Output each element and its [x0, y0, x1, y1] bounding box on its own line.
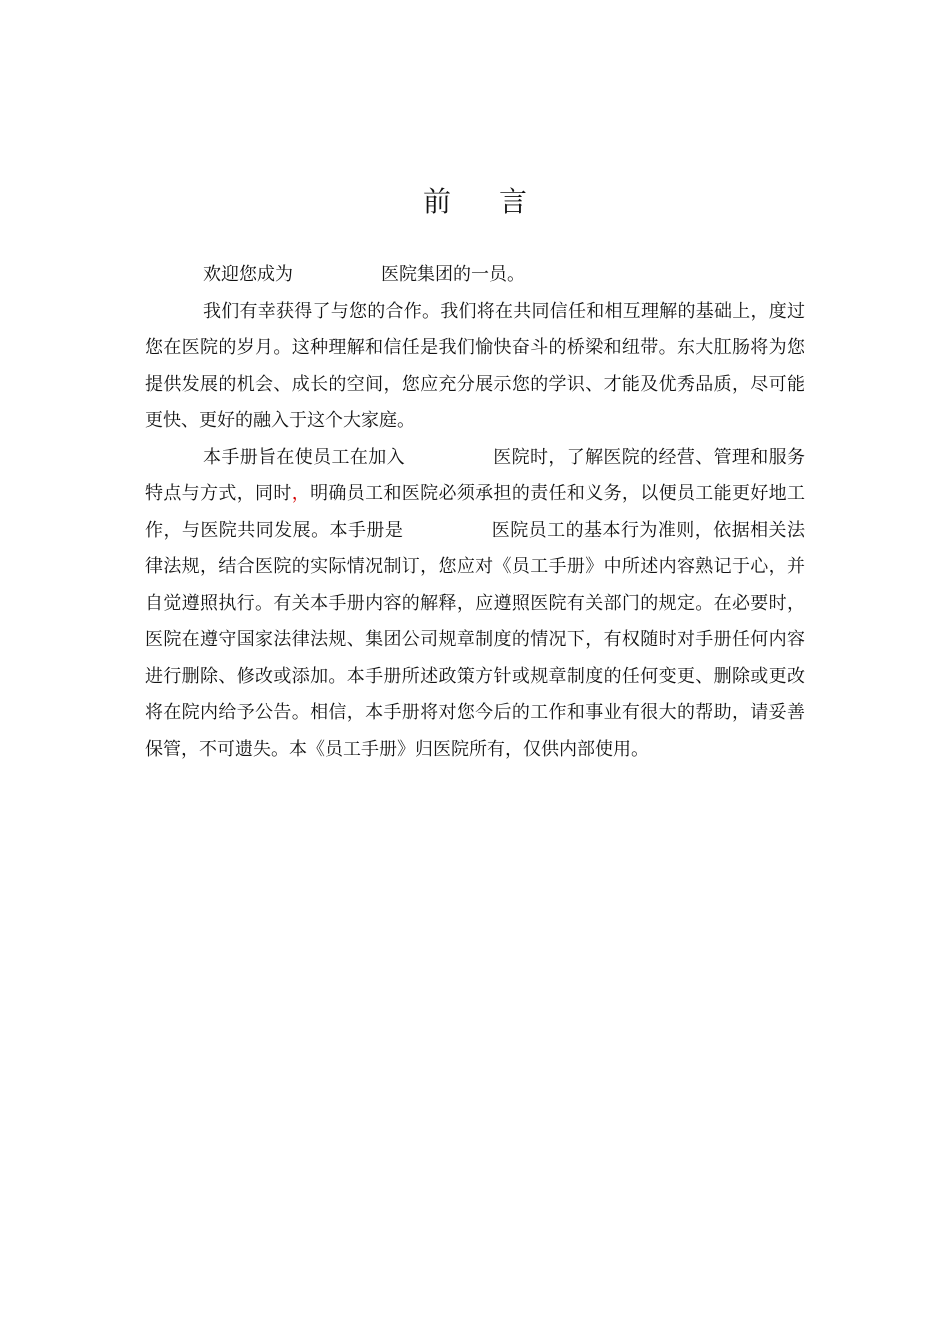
paragraph-cooperation: 我们有幸获得了与您的合作。我们将在共同信任和相互理解的基础上，度过您在医院的岁月。这种理解和信任是我们愉快奋斗的桥梁和纽带。东大肛肠将为您提供发展的机会、成长的空间，您应充分展示您的学识、才能及优秀品质，尽可能更快、更好的融入于这个大家庭。	[145, 300, 805, 431]
document-body	[145, 257, 805, 768]
highlighted-comma: ，	[291, 483, 311, 504]
title-char-1: 前	[422, 185, 451, 218]
title-char-2: 言	[499, 185, 528, 218]
purpose-text-3: 明确员工和医院必须承担的责任和义务，以便员工能更好地工作，与医院共同发展。本手册是	[145, 483, 806, 541]
welcome-text-start: 欢迎您成为	[203, 264, 293, 285]
purpose-text-1: 本手册旨在使员工在加入	[203, 446, 405, 468]
purpose-text-2: 医院时，了解医院的经营、管理和服务特点与方式，同时	[145, 446, 806, 504]
welcome-text-end: 医院集团的一员。	[381, 264, 525, 285]
paragraph-welcome	[145, 257, 805, 294]
paragraph-handbook-purpose	[145, 440, 805, 769]
page-title	[0, 182, 950, 222]
purpose-text-4: 医院员工的基本行为准则，依据相关法律法规，结合医院的实际情况制订，您应对《员工手册》中所述内容熟记于心，并自觉遵照执行。有关本手册内容的解释，应遵照医院有关部门的规定。在必要时，医院在遵守国家法律法规、集团公司规章制度的情况下，有权随时对手册任何内容进行删除、修改或添加。本手册所述政策方针或规章制度的任何变更、删除或更改将在院内给予公告。相信，本手册将对您今后的工作和事业有很大的帮助，请妥善保管，不可遗失。本《员工手册》归医院所有，仅供内部使用。	[145, 519, 806, 760]
